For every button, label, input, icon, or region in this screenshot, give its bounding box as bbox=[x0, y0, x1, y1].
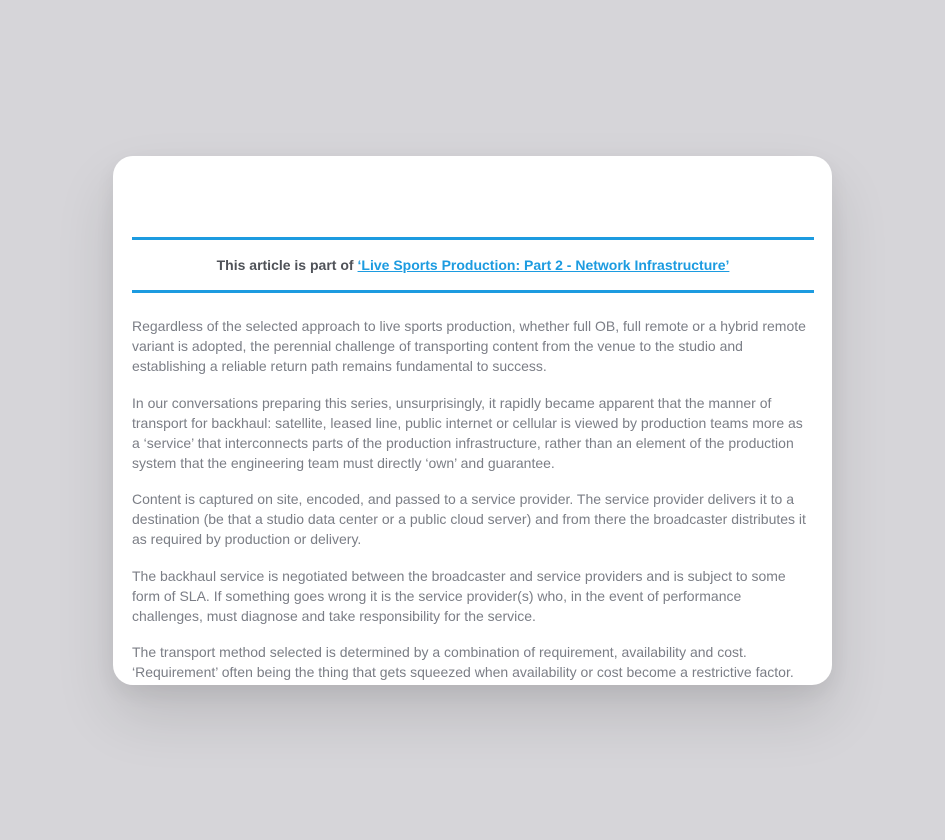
series-link[interactable]: ‘Live Sports Production: Part 2 - Network Infrastructure’ bbox=[357, 257, 730, 273]
article-paragraph: Regardless of the selected approach to live sports production, whether full OB, full remote or a hybrid remote variant is adopted, the perennial challenge of transporting content from the venue to the studio and establishing a reliable return path remains fundamental to success. bbox=[132, 318, 806, 374]
article-paragraph: The backhaul service is negotiated between the broadcaster and service providers and is subject to some form of SLA. If something goes wrong it is the service provider(s) who, in the event of performance challenges, must diagnose and take responsibility for the service. bbox=[132, 567, 786, 624]
article-card bbox=[113, 156, 832, 685]
series-banner-prefix: This article is part of bbox=[216, 257, 354, 273]
article-paragraph: In our conversations preparing this series, unsurprisingly, it rapidly became apparent that the manner of transport for backhaul: satellite, leased line, public internet or cellular is viewed by production teams more as a ‘service’ that interconnects parts of the production infrastructure, rather than an element of the production system that the engineering team must directly ‘own’ and guarantee. bbox=[132, 394, 803, 471]
series-banner bbox=[132, 237, 814, 293]
article-body bbox=[132, 316, 814, 685]
article-paragraph: The transport method selected is determined by a combination of requirement, availability and cost. ‘Requirement’ often being the thing that gets squeezed when availability or cost become a restrictive factor. bbox=[132, 644, 794, 680]
article-paragraph: Content is captured on site, encoded, and passed to a service provider. The service provider delivers it to a destination (be that a studio data center or a public cloud server) and from there the broadcaster distributes it as required by production or delivery. bbox=[132, 491, 806, 547]
